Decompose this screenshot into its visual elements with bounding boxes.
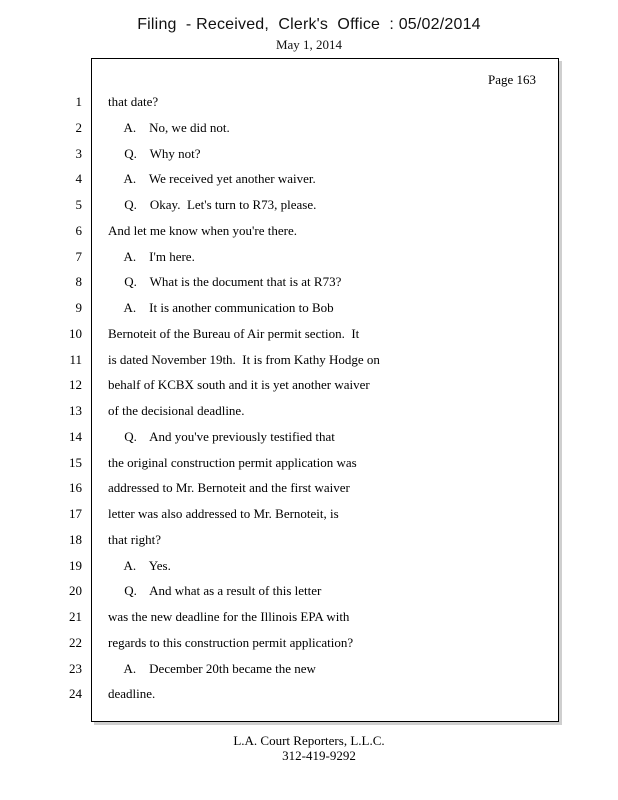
line-text: A. We received yet another waiver.	[108, 171, 316, 186]
line-number: 2	[75, 120, 82, 135]
line-number: 12	[69, 377, 82, 392]
line-number: 11	[69, 352, 82, 367]
line-number: 5	[75, 197, 82, 212]
line-text: Q. Okay. Let's turn to R73, please.	[108, 197, 317, 212]
transcript-date: May 1, 2014	[275, 37, 343, 52]
line-text: Q. And you've previously testified that	[108, 429, 335, 444]
line-text: behalf of KCBX south and it is yet another waiver	[108, 377, 370, 392]
line-text: that date?	[108, 94, 159, 109]
line-number: 23	[69, 661, 82, 676]
line-number: 1	[75, 94, 82, 109]
line-number: 24	[69, 686, 82, 701]
line-number: 14	[69, 429, 82, 444]
filing-stamp: Filing - Received, Clerk's Office : 05/02/2014	[137, 16, 481, 33]
line-text: A. Yes.	[108, 558, 171, 573]
line-text: A. December 20th became the new	[108, 661, 316, 676]
line-text: the original construction permit application was	[108, 455, 357, 470]
line-text: deadline.	[108, 686, 156, 701]
line-number: 10	[69, 326, 82, 341]
line-text: letter was also addressed to Mr. Bernoteit, is	[108, 506, 339, 521]
line-number: 9	[75, 300, 82, 315]
line-number: 15	[69, 455, 82, 470]
line-text: A. It is another communication to Bob	[108, 300, 334, 315]
line-text: that right?	[108, 532, 162, 547]
line-text: A. I'm here.	[108, 249, 195, 264]
line-text: was the new deadline for the Illinois EPA with	[108, 609, 350, 624]
line-text: Q. Why not?	[108, 146, 201, 161]
line-number: 20	[69, 583, 82, 598]
line-text: A. No, we did not.	[108, 120, 230, 135]
line-number: 6	[75, 223, 82, 238]
line-text: of the decisional deadline.	[108, 403, 245, 418]
line-text: Q. What is the document that is at R73?	[108, 274, 342, 289]
line-number: 4	[75, 171, 82, 186]
line-number: 18	[69, 532, 82, 547]
line-text: Bernoteit of the Bureau of Air permit section. It	[108, 326, 360, 341]
line-number: 19	[69, 558, 82, 573]
line-text: Q. And what as a result of this letter	[108, 583, 322, 598]
line-text: addressed to Mr. Bernoteit and the first waiver	[108, 480, 350, 495]
line-number: 3	[75, 146, 82, 161]
line-number: 22	[69, 635, 82, 650]
court-reporter-phone: 312-419-9292	[282, 748, 356, 763]
line-number: 16	[69, 480, 82, 495]
line-text: is dated November 19th. It is from Kathy Hodge on	[108, 352, 380, 367]
line-text: regards to this construction permit application?	[108, 635, 354, 650]
line-text: And let me know when you're there.	[108, 223, 297, 238]
line-number: 7	[75, 249, 82, 264]
line-number: 17	[69, 506, 82, 521]
line-number: 21	[69, 609, 82, 624]
court-reporter-name: L.A. Court Reporters, L.L.C.	[233, 733, 385, 748]
line-number: 8	[75, 274, 82, 289]
page-number: Page 163	[487, 72, 536, 87]
line-number: 13	[69, 403, 82, 418]
